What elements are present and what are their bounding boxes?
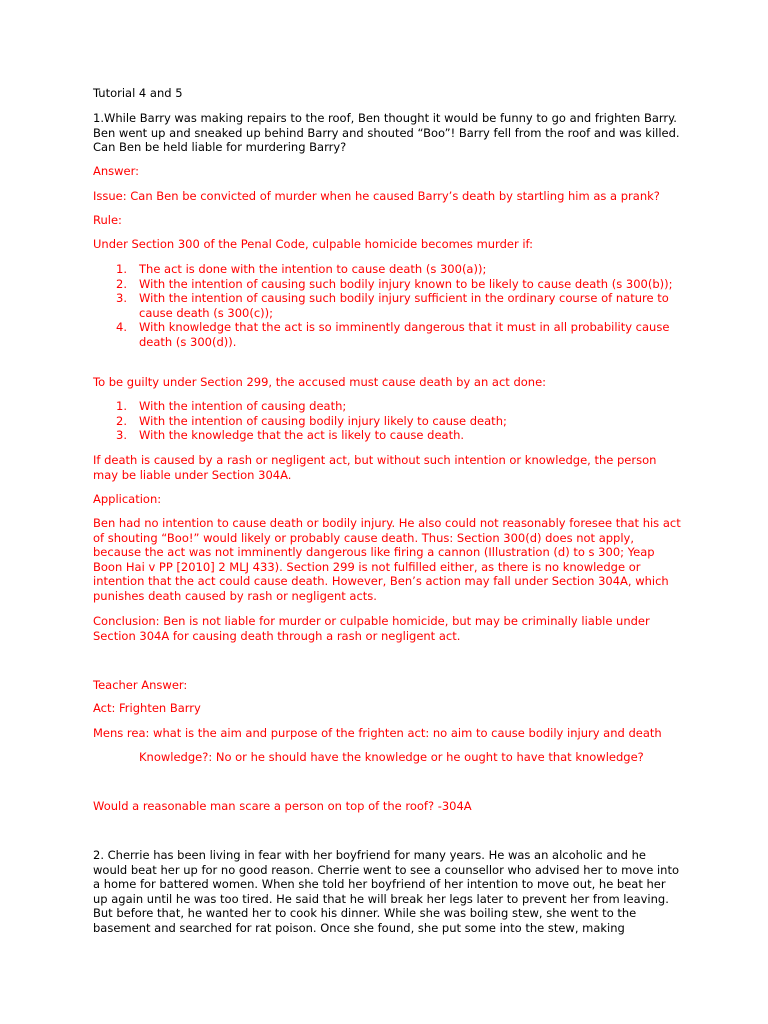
list-item-text: With the intention of causing such bodily injury known to be likely to cause death (s 300(b)); [139, 276, 673, 291]
list-item-text: With the intention of causing such bodily injury sufficient in the ordinary course of nature to cause death (s 300(c)); [139, 291, 669, 320]
rule-label: Rule: [93, 213, 122, 227]
application-label: Application: [93, 492, 162, 506]
list-item: 3. With the intention of causing such bodily injury sufficient in the ordinary course of nature to cause death (s 300(c)); [116, 291, 669, 320]
question-1: 1.While Barry was making repairs to the roof, Ben thought it would be funny to go and frighten Barry. Ben went up and sneaked up behind Barry and shouted “Boo”! Barry fell from the roof and was killed. Can Ben be held liable for murdering Barry? [93, 111, 680, 155]
list-item: 2. With the intention of causing such bodily injury known to be likely to cause death (s 300(b)); [116, 276, 673, 291]
conclusion-text: Conclusion: Ben is not liable for murder or culpable homicide, but may be criminally liable under Section 304A for causing death through a rash or negligent act. [93, 614, 650, 643]
section-299-intro: To be guilty under Section 299, the accused must cause death by an act done: [93, 375, 547, 389]
document-title: Tutorial 4 and 5 [93, 86, 183, 100]
section-300-list [93, 262, 683, 350]
list-item: 3. With the knowledge that the act is likely to cause death. [116, 428, 465, 443]
application-text: Ben had no intention to cause death or bodily injury. He also could not reasonably foresee that his act of shouting “Boo!” would likely or probably cause death. Thus: Section 300(d) does not apply, because the act was not imminently dangerous like firing a cannon (Illustration (d) to s 300; Yeap Boon Hai v PP [2010] 2 MLJ 433). Section 299 is not fulfilled either, as there is no knowledge or intention that the act could cause death. However, Ben’s action may fall under Section 304A, which punishes death caused by rash or negligent acts. [93, 516, 681, 603]
section-300-intro: Under Section 300 of the Penal Code, culpable homicide becomes murder if: [93, 237, 534, 251]
issue-text: Issue: Can Ben be convicted of murder when he caused Barry’s death by startling him as a prank? [93, 189, 660, 203]
list-item: 2. With the intention of causing bodily injury likely to cause death; [116, 413, 507, 428]
list-item-text: With the knowledge that the act is likely to cause death. [139, 428, 465, 443]
list-item: 1. The act is done with the intention to cause death (s 300(a)); [116, 262, 487, 276]
question-2: 2. Cherrie has been living in fear with her boyfriend for many years. He was an alcoholic and he would beat her up for no good reason. Cherrie went to see a counsellor who advised her to move into a home for battered women. When she told her boyfriend of her intention to move out, he beat her up again until he was too tired. He said that he will break her legs later to prevent her from leaving. But before that, he wanted her to cook his dinner. While she was boiling stew, she went to the basement and searched for rat poison. Once she found, she put some into the stew, making [93, 848, 679, 935]
act-text: Act: Frighten Barry [93, 701, 201, 715]
teacher-answer-label: Teacher Answer: [93, 678, 188, 692]
list-item-text: With the intention of causing death; [139, 399, 347, 413]
list-item: 1. With the intention of causing death; [116, 399, 347, 413]
section-304a-text: If death is caused by a rash or negligent act, but without such intention or knowledge, the person may be liable under Section 304A. [93, 453, 657, 482]
answer-label: Answer: [93, 164, 140, 178]
list-item-text: With the intention of causing bodily injury likely to cause death; [139, 413, 507, 428]
list-item-text: With knowledge that the act is so imminently dangerous that it must in all probability cause death (s 300(d)). [139, 320, 670, 349]
mens-rea-text: Mens rea: what is the aim and purpose of the frighten act: no aim to cause bodily injury and death [93, 726, 662, 740]
list-item: 4. With knowledge that the act is so imminently dangerous that it must in all probability cause death (s 300(d)). [116, 320, 670, 349]
section-299-list [93, 399, 683, 443]
knowledge-text: Knowledge?: No or he should have the knowledge or he ought to have that knowledge? [139, 750, 644, 764]
reasonable-man-text: Would a reasonable man scare a person on top of the roof? -304A [93, 799, 472, 813]
list-item-text: The act is done with the intention to cause death (s 300(a)); [139, 262, 487, 276]
